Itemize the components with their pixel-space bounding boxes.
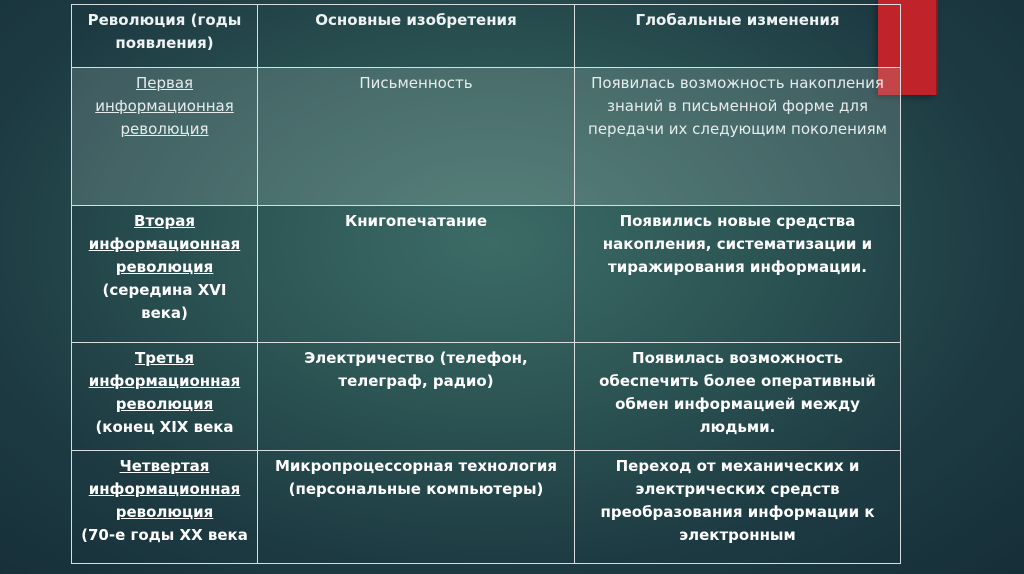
revolution-cell <box>72 343 258 451</box>
revolution-period: (конец XIX века <box>95 418 234 436</box>
revolutions-table <box>71 4 901 564</box>
revolution-name: Третья информационная революция <box>88 349 241 413</box>
changes-cell: Появилась возможность накопления знаний в письменной форме для передачи их следующим поколениям <box>575 68 901 206</box>
changes-cell: Появилась возможность обеспечить более оперативный обмен информацией между людьми. <box>575 343 901 451</box>
changes-cell: Появились новые средства накопления, систематизации и тиражирования информации. <box>575 206 901 343</box>
header-changes: Глобальные изменения <box>575 5 901 68</box>
inventions-cell: Письменность <box>258 68 575 206</box>
table-row <box>72 206 901 343</box>
revolution-period: (70-е годы XX века <box>81 526 248 544</box>
red-accent-shadow <box>936 0 938 95</box>
table-row <box>72 343 901 451</box>
inventions-cell: Электричество (телефон, телеграф, радио) <box>258 343 575 451</box>
revolution-cell <box>72 451 258 564</box>
revolution-name: Вторая информационная революция <box>88 212 241 276</box>
header-inventions: Основные изобретения <box>258 5 575 68</box>
table-row <box>72 68 901 206</box>
changes-cell: Переход от механических и электрических средств преобразования информации к электронным <box>575 451 901 564</box>
table-header-row <box>72 5 901 68</box>
revolution-name: Четвертая информационная революция <box>88 457 241 521</box>
header-revolution: Революция (годы появления) <box>72 5 258 68</box>
revolution-cell <box>72 206 258 343</box>
revolution-period: (середина XVI века) <box>102 281 227 322</box>
revolution-cell <box>72 68 258 206</box>
inventions-cell: Микропроцессорная технология (персональные компьютеры) <box>258 451 575 564</box>
inventions-cell: Книгопечатание <box>258 206 575 343</box>
table-row <box>72 451 901 564</box>
revolution-name: Первая информационная революция <box>95 74 234 138</box>
